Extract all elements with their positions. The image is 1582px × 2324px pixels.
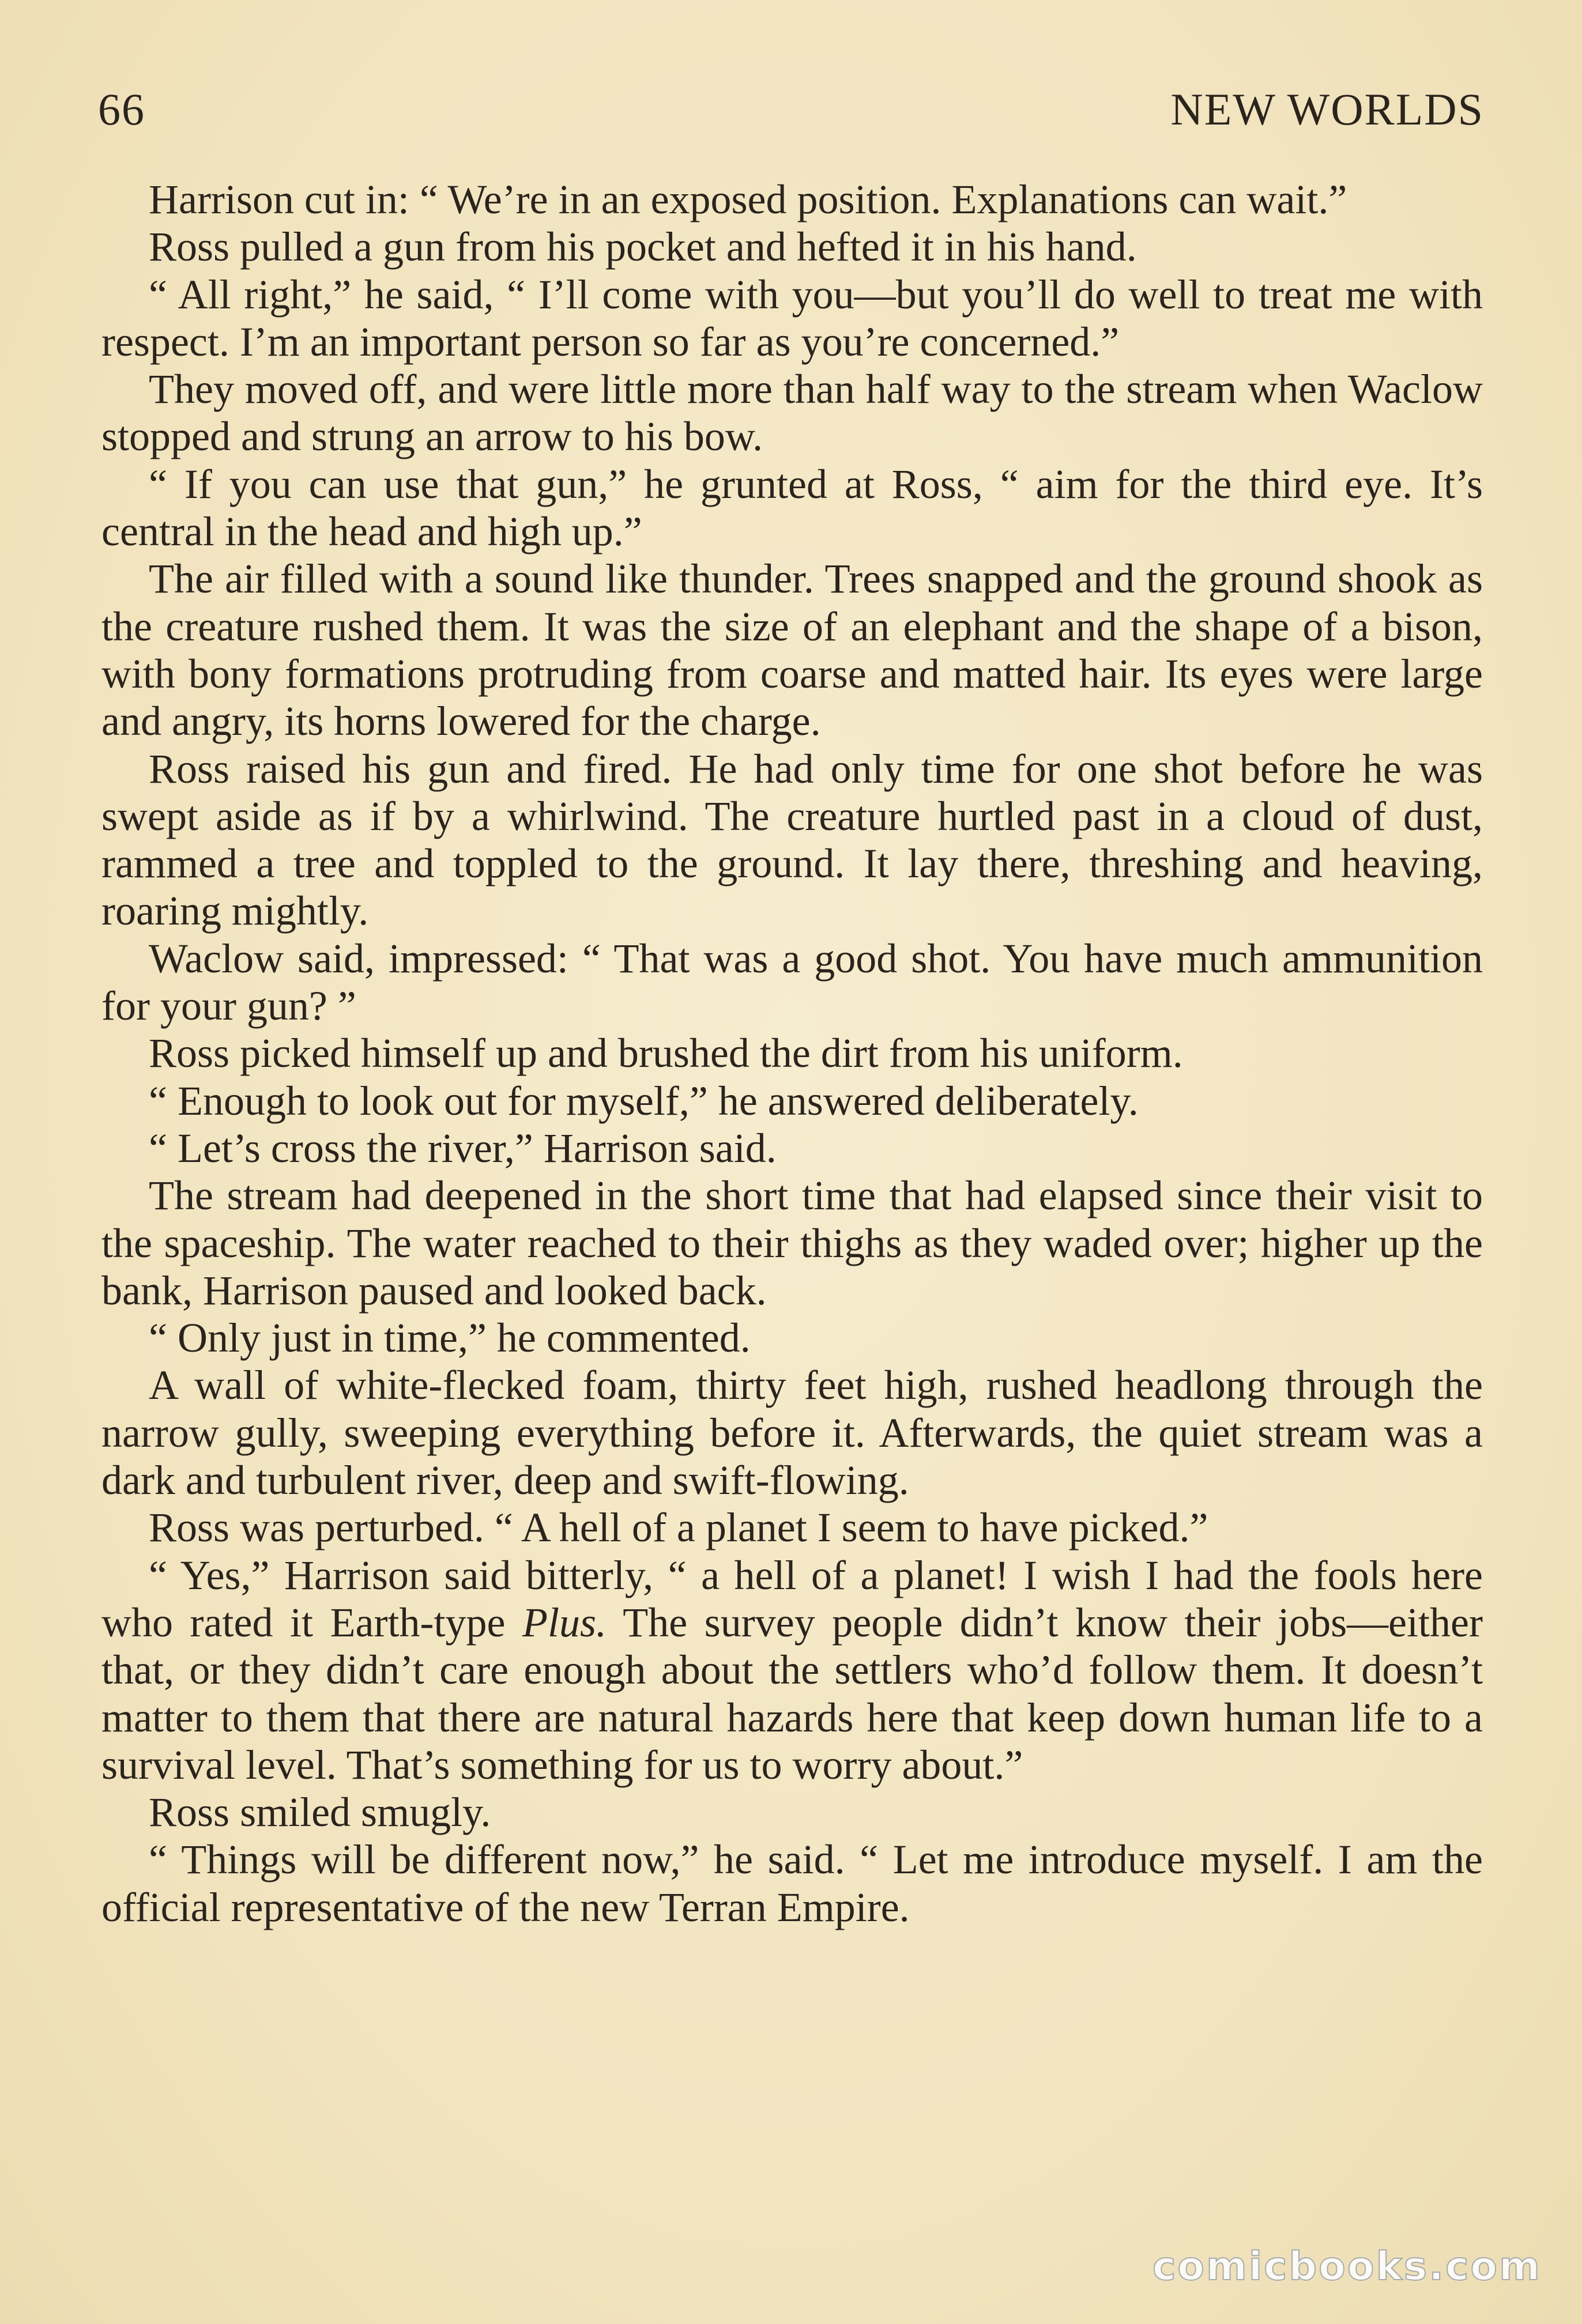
running-header <box>98 81 1484 138</box>
paragraph: Ross was perturbed. “ A hell of a planet I seem to have picked.” <box>149 1504 1208 1551</box>
paragraph: Ross raised his gun and fired. He had only time for one shot before he was swept aside as if by a whirlwind. The creature hurtled past in a cloud of dust, rammed a tree and toppled to the ground. It lay there, threshing and heaving, roaring mightly. <box>101 745 1483 934</box>
running-title: NEW WORLDS <box>1170 84 1484 134</box>
paragraph: “ Only just in time,” he commented. <box>149 1315 751 1361</box>
paragraph: “ Enough to look out for myself,” he answered deliberately. <box>149 1077 1139 1124</box>
body-text <box>101 176 1483 1931</box>
paragraph: “ Let’s cross the river,” Harrison said. <box>149 1125 777 1171</box>
paragraph: Ross pulled a gun from his pocket and hefted it in his hand. <box>149 224 1137 270</box>
paragraph: A wall of white-flecked foam, thirty feet high, rushed headlong through the narrow gully, sweeping everything before it. Afterwards, the quiet stream was a dark and turbulent river, deep and swift-flowing. <box>101 1362 1483 1504</box>
paragraph: Ross picked himself up and brushed the dirt from his uniform. <box>149 1030 1183 1077</box>
paragraph: Waclow said, impressed: “ That was a good shot. You have much ammunition for your gun? ” <box>101 935 1483 1029</box>
paragraph: “ Things will be different now,” he said. “ Let me introduce myself. I am the official representative of the new Terran Empire. <box>101 1836 1483 1930</box>
paragraph: Harrison cut in: “ We’re in an exposed position. Explanations can wait.” <box>149 176 1347 222</box>
paragraph: “ All right,” he said, “ I’ll come with you—but you’ll do well to treat me with respect. I’m an important person so far as you’re concerned.” <box>101 271 1483 365</box>
paragraph: Ross smiled smugly. <box>149 1789 491 1836</box>
paragraph <box>101 1552 1483 1789</box>
paragraph: They moved off, and were little more than half way to the stream when Waclow stopped and strung an arrow to his bow. <box>101 366 1483 460</box>
emphasis-text: Plus. <box>522 1599 607 1646</box>
paragraph: “ If you can use that gun,” he grunted at Ross, “ aim for the third eye. It’s central in the head and high up.” <box>101 461 1483 555</box>
watermark-logo: comicbooks.com <box>1152 2244 1542 2289</box>
paragraph-text: The survey people didn’t know their jobs—either that, or they didn’t care enough about the settlers who’d follow them. It doesn’t matter to them that there are natural hazards here that keep down human life to a survival level. That’s something for us to worry about.” <box>101 1599 1483 1788</box>
paragraph-text: “ Yes,” Harrison said bitterly, “ a hell of a planet! I wish I had the fools here who rated it Earth-type <box>101 1552 1483 1646</box>
paragraph: The air filled with a sound like thunder. Trees snapped and the ground shook as the creature rushed them. It was the size of an elephant and the shape of a bison, with bony formations protruding from coarse and matted hair. Its eyes were large and angry, its horns lowered for the charge. <box>101 556 1483 745</box>
paragraph: The stream had deepened in the short time that had elapsed since their visit to the spaceship. The water reached to their thighs as they waded over; higher up the bank, Harrison paused and looked back. <box>101 1172 1483 1314</box>
page-number: 66 <box>98 84 145 134</box>
